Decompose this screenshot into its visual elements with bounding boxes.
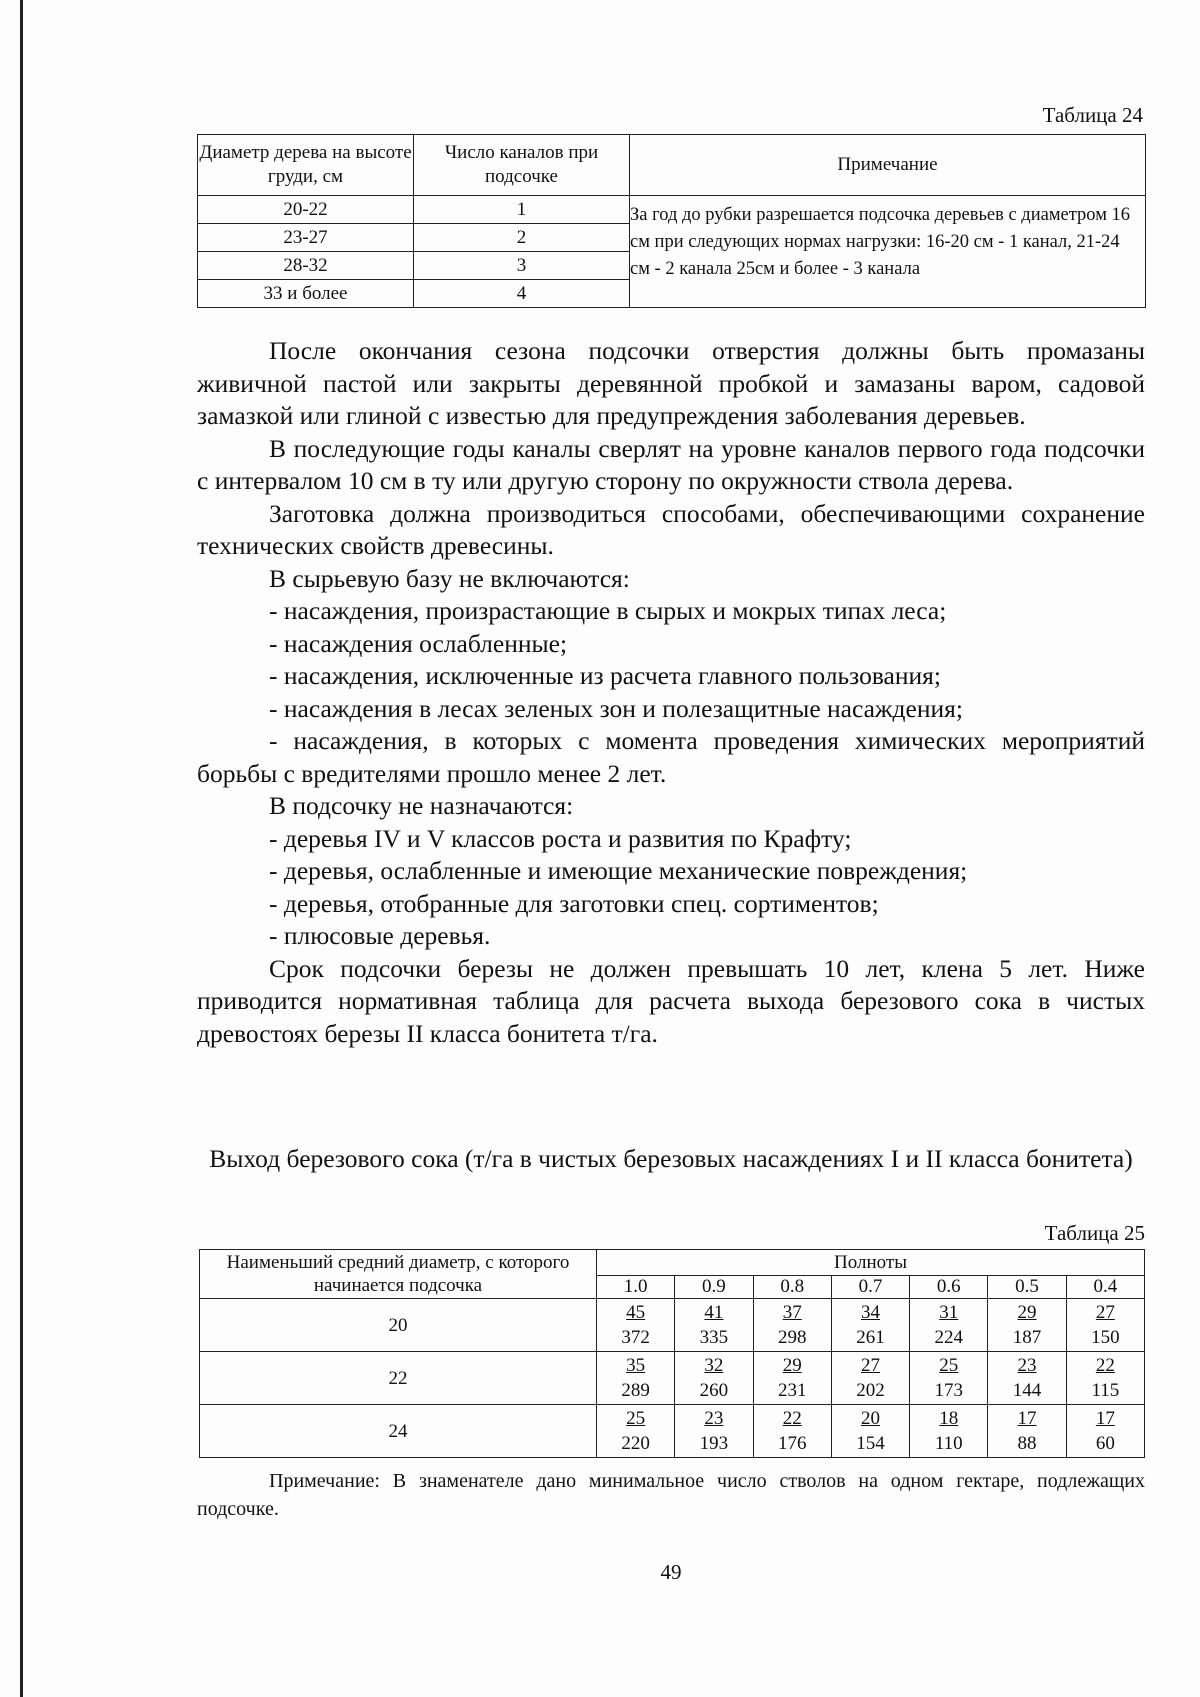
numerator: 37 — [782, 1302, 802, 1323]
numerator: 25 — [939, 1355, 959, 1376]
numerator: 32 — [704, 1355, 724, 1376]
table24-header-row — [198, 135, 1146, 196]
table24-channels: 4 — [414, 280, 630, 308]
numerator: 22 — [782, 1408, 802, 1429]
denominator: 154 — [856, 1433, 885, 1454]
list-item: - плюсовые деревья. — [269, 921, 491, 950]
denominator: 88 — [1017, 1433, 1037, 1454]
numerator: 31 — [939, 1302, 959, 1323]
table24-caption: Таблица 24 — [1042, 103, 1143, 127]
denominator: 187 — [1012, 1327, 1042, 1348]
denominator: 372 — [621, 1327, 650, 1348]
table25-diameter: 22 — [200, 1352, 597, 1405]
table24-channels: 1 — [414, 196, 630, 224]
body-text — [197, 335, 1145, 1050]
numerator: 17 — [1095, 1408, 1115, 1429]
table25-row-header: Наименьший средний диаметр, с которого начинается подсочка — [200, 1250, 597, 1299]
denominator: 231 — [777, 1380, 807, 1401]
value-cell — [753, 1405, 831, 1458]
density-header: 1.0 — [597, 1276, 675, 1299]
table25-note: Примечание: В знаменателе дано минимальное число стволов на одном гектаре, подлежащих подсочке. — [197, 1470, 1145, 1520]
table24-channels: 3 — [414, 252, 630, 280]
table24-diameter: 20-22 — [198, 196, 414, 224]
table25-title: Выход березового сока (т/га в чистых березовых насаждениях I и II класса бонитета) — [209, 1144, 1133, 1173]
value-cell — [1066, 1299, 1144, 1352]
value-cell — [597, 1405, 675, 1458]
value-cell — [831, 1299, 909, 1352]
table25-caption: Таблица 25 — [1044, 1221, 1145, 1245]
value-cell — [597, 1299, 675, 1352]
list-item: - деревья IV и V классов роста и развития по Крафту; — [269, 823, 852, 853]
numerator: 41 — [704, 1302, 724, 1323]
paragraph: После окончания сезона подсочки отверстия должны быть промазаны живичной пастой или закрыты деревянной пробкой и замазаны варом, садовой замазкой или глиной с известью для предупреждения заболевания деревьев. — [197, 336, 1145, 430]
denominator: 261 — [856, 1327, 885, 1348]
value-cell — [597, 1352, 675, 1405]
table24-header-note: Примечание — [630, 135, 1146, 196]
table24-diameter: 23-27 — [198, 224, 414, 252]
denominator: 224 — [934, 1327, 964, 1348]
binding-margin-line — [20, 0, 23, 1697]
list-item: - насаждения в лесах зеленых зон и полезащитные насаждения; — [269, 693, 963, 723]
numerator: 27 — [860, 1355, 880, 1376]
numerator: 45 — [626, 1302, 646, 1323]
numerator: 35 — [626, 1355, 646, 1376]
denominator: 220 — [621, 1433, 650, 1454]
paragraph: В подсочку не назначаются: — [269, 791, 574, 820]
value-cell — [675, 1352, 753, 1405]
value-cell — [831, 1352, 909, 1405]
table-row — [198, 196, 1146, 224]
density-header: 0.5 — [988, 1276, 1066, 1299]
paragraph: Заготовка должна производиться способами, обеспечивающими сохранение технических свойств древесины. — [197, 498, 1145, 560]
denominator: 115 — [1091, 1380, 1120, 1401]
numerator: 18 — [939, 1408, 959, 1429]
value-cell — [988, 1352, 1066, 1405]
value-cell — [1066, 1405, 1144, 1458]
denominator: 150 — [1091, 1327, 1120, 1348]
list-item: - деревья, ослабленные и имеющие механические повреждения; — [269, 856, 968, 885]
table25-col-group: Полноты — [597, 1250, 1145, 1276]
numerator: 20 — [860, 1408, 880, 1429]
numerator: 23 — [1017, 1355, 1037, 1376]
value-cell — [753, 1352, 831, 1405]
table-24 — [197, 134, 1146, 308]
denominator: 193 — [699, 1433, 729, 1454]
numerator: 29 — [782, 1355, 802, 1376]
table24-channels: 2 — [414, 224, 630, 252]
denominator: 173 — [934, 1380, 964, 1401]
list-item: - насаждения ослабленные; — [269, 628, 568, 658]
density-header: 0.9 — [675, 1276, 753, 1299]
density-header: 0.8 — [753, 1276, 831, 1299]
list-item: - насаждения, произрастающие в сырых и мокрых типах леса; — [269, 596, 947, 625]
denominator: 202 — [856, 1380, 885, 1401]
value-cell — [988, 1299, 1066, 1352]
table-row — [200, 1352, 1145, 1405]
numerator: 22 — [1095, 1355, 1115, 1376]
density-header: 0.7 — [831, 1276, 909, 1299]
numerator: 27 — [1095, 1302, 1115, 1323]
denominator: 335 — [699, 1327, 729, 1348]
numerator: 25 — [626, 1408, 646, 1429]
density-header: 0.4 — [1066, 1276, 1144, 1299]
value-cell — [675, 1405, 753, 1458]
paragraph: В сырьевую базу не включаются: — [269, 563, 630, 593]
density-header: 0.6 — [910, 1276, 988, 1299]
table24-diameter: 33 и более — [198, 280, 414, 308]
value-cell — [1066, 1352, 1144, 1405]
table24-diameter: 28-32 — [198, 252, 414, 280]
value-cell — [910, 1352, 988, 1405]
table-25 — [199, 1249, 1145, 1458]
denominator: 110 — [934, 1433, 963, 1454]
denominator: 298 — [777, 1327, 807, 1348]
value-cell — [910, 1299, 988, 1352]
table25-header-row — [200, 1250, 1145, 1276]
page-number: 49 — [660, 1560, 682, 1584]
table24-header-channels: Число каналов при подсочке — [414, 135, 630, 196]
value-cell — [675, 1299, 753, 1352]
paragraph: В последующие годы каналы сверлят на уровне каналов первого года подсочки с интервалом 10 см в ту или другую сторону по окружности ствола дерева. — [197, 433, 1145, 495]
value-cell — [910, 1405, 988, 1458]
list-item: - насаждения, в которых с момента проведения химических мероприятий борьбы с вредителями прошло менее 2 лет. — [197, 726, 1145, 788]
numerator: 23 — [704, 1408, 724, 1429]
denominator: 60 — [1095, 1433, 1115, 1454]
numerator: 29 — [1017, 1302, 1037, 1323]
table24-note: За год до рубки разрешается подсочка деревьев с диаметром 16 см при следующих нормах нагрузки: 16-20 см - 1 канал, 21-24 см - 2 канала 25см и более - 3 канала — [630, 196, 1146, 308]
numerator: 34 — [860, 1302, 880, 1323]
denominator: 260 — [699, 1380, 729, 1401]
denominator: 176 — [777, 1433, 807, 1454]
list-item: - насаждения, исключенные из расчета главного пользования; — [269, 661, 941, 690]
value-cell — [831, 1405, 909, 1458]
paragraph: Срок подсочки березы не должен превышать 10 лет, клена 5 лет. Ниже приводится нормативная таблица для расчета выхода березового сока в чистых древостоях березы II класса бонитета т/га. — [197, 953, 1145, 1048]
table24-header-diameter: Диаметр дерева на высоте груди, см — [198, 135, 414, 196]
value-cell — [988, 1405, 1066, 1458]
table25-diameter: 20 — [200, 1299, 597, 1352]
table25-diameter: 24 — [200, 1405, 597, 1458]
denominator: 289 — [621, 1380, 650, 1401]
table-row — [200, 1405, 1145, 1458]
list-item: - деревья, отобранные для заготовки спец. сортиментов; — [269, 888, 879, 918]
numerator: 17 — [1017, 1408, 1037, 1429]
table-row — [200, 1299, 1145, 1352]
denominator: 144 — [1012, 1380, 1042, 1401]
value-cell — [753, 1299, 831, 1352]
